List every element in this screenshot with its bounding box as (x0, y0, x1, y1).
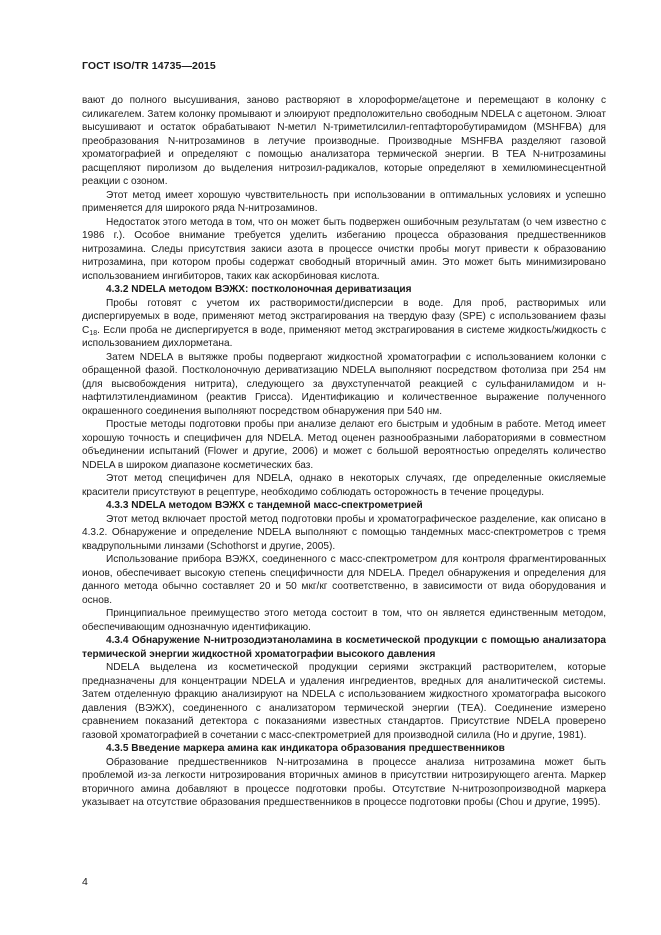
section-heading-4-3-4: 4.3.4 Обнаружение N-нитрозодиэтаноламина в косметической продукции с помощью анализатора термической энергии жидкостной хроматографии высокого давления (82, 635, 606, 660)
paragraph: NDELA выделена из косметической продукции сериями экстракций растворителем, которые предназначены для концентрации NDELA и удаления ингредиентов, вредных для аналитической системы. Затем отделенную фракцию анализируют на NDELA с использованием жидкостного хроматографа высокого давления (ВЭЖХ), соединенного с анализатором термической энергии (TEA). Соединение измерено сравнением показаний детектора с показаниями известных стандартов. Присутствие NDELA проверено газовой хроматографией в сочетании с масс-спектрометрией для производной силила (Ho и другие, 1981). (82, 662, 606, 741)
paragraph-text: Пробы готовят с учетом их растворимости/дисперсии в воде. Для проб, растворимых или диспергируемых в воде, применяют метод экстрагирования на твердую фазу (SPE) с использованием фазы C (82, 297, 606, 336)
paragraph: Использование прибора ВЭЖХ, соединенного с масс-спектрометром для контроля фрагментированных ионов, обеспечивает высокую степень специфичности для NDELA. Предел обнаружения и определения для данного метода обычно составляет 20 и 50 мкг/кг соответственно, в зависимости от вида оборудования и основ. (82, 554, 606, 606)
section-heading-4-3-5: 4.3.5 Введение маркера амина как индикатора образования предшественников (106, 743, 505, 754)
paragraph: Этот метод включает простой метод подготовки пробы и хроматографическое разделение, как описано в 4.3.2. Обнаружение и определение NDELA выполняют с помощью тандемных масс-спектрометров с тремя квадрупольными линзами (Schothorst и другие, 2005). (82, 513, 606, 552)
page-number: 4 (82, 876, 88, 888)
section-heading-4-3-2: 4.3.2 NDELA методом ВЭЖХ: постколоночная дериватизация (106, 284, 412, 295)
document-body (82, 94, 606, 810)
paragraph: Этот метод имеет хорошую чувствительность при использовании в оптимальных условиях и успешно применяется для широкого ряда N-нитрозаминов. (82, 189, 606, 214)
paragraph: Недостаток этого метода в том, что он может быть подвержен ошибочным результатам (о чем известно с 1986 г.). Особое внимание требуется уделить избеганию процесса образования предшественников нитрозамина. Следы присутствия закиси азота в процессе очистки пробы могут привести к образованию нитрозамина, при котором пробы содержат свободный вторичный амин. Это может быть минимизировано использованием ингибиторов, таких как аскорбиновая кислота. (82, 216, 606, 282)
paragraph: Этот метод специфичен для NDELA, однако в некоторых случаях, где определенные окисляемые красители присутствуют в рецептуре, необходимо соблюдать осторожность в течение процедуры. (82, 473, 606, 498)
paragraph: Простые методы подготовки пробы при анализе делают его быстрым и удобным в работе. Метод имеет хорошую точность и специфичен для NDELA. Метод оценен разнообразными лабораториями в совместном объединении испытаний (Flower и другие, 2006) и может с большой вероятностью определять количество NDELA в широком диапазоне косметических баз. (82, 419, 606, 471)
paragraph: Затем NDELA в вытяжке пробы подвергают жидкостной хроматографии с использованием колонки с обращенной фазой. Постколоночную дериватизацию NDELA выполняют посредством фотолиза при 254 нм (для высвобождения нитрита), следующего за двухступенчатой реакцией с сульфаниламидом и н-нафтилэтилендиамином (реактив Грисса). Идентификацию и количественное выражение полученного окрашенного соединения выполняют посредством обнаружения при 540 нм. (82, 351, 606, 417)
paragraph (82, 297, 606, 351)
standard-code-header: ГОСТ ISO/TR 14735—2015 (82, 60, 216, 72)
paragraph: Образование предшественников N-нитрозамина в процессе анализа нитрозамина может быть проблемой из-за легкости нитрозирования вторичных аминов в присутствии нитрозирующего агента. Маркер вторичного амина добавляют в процессе подготовки пробы. Отсутствие N-нитрозопроизводной маркера указывает на отсутствие образования предшественников в процессе подготовки пробы (Chou и другие, 1995). (82, 756, 606, 808)
subscript: 18 (89, 329, 98, 337)
paragraph: Принципиальное преимущество этого метода состоит в том, что он является единственным методом, обеспечивающим однозначную идентификацию. (82, 608, 606, 633)
section-heading-4-3-3: 4.3.3 NDELA методом ВЭЖХ с тандемной масс-спектрометрией (106, 500, 423, 511)
paragraph-text: . Если проба не диспергируется в воде, применяют метод экстрагирования в системе жидкость/жидкость с использованием дихлорметана. (82, 324, 606, 349)
paragraph: вают до полного высушивания, заново растворяют в хлороформе/ацетоне и перемещают в колонку с силикагелем. Затем колонку промывают и элюируют предположительно свободным NDELA с ацетоном. Элюат высушивают и остаток обрабатывают N-метил N-триметилсилил-гептафторобутирамидом (MSHFBA) для преобразования N-нитрозаминов в летучие производные. Производные MSHFBA разделяют газовой хроматографией и определяют с помощью анализатора термической энергии. В TEA N-нитрозамины расщепляют пиролизом до выделения нитрозил-радикалов, которые определяют в хемилюминесцентной реакции с озоном. (82, 95, 606, 187)
